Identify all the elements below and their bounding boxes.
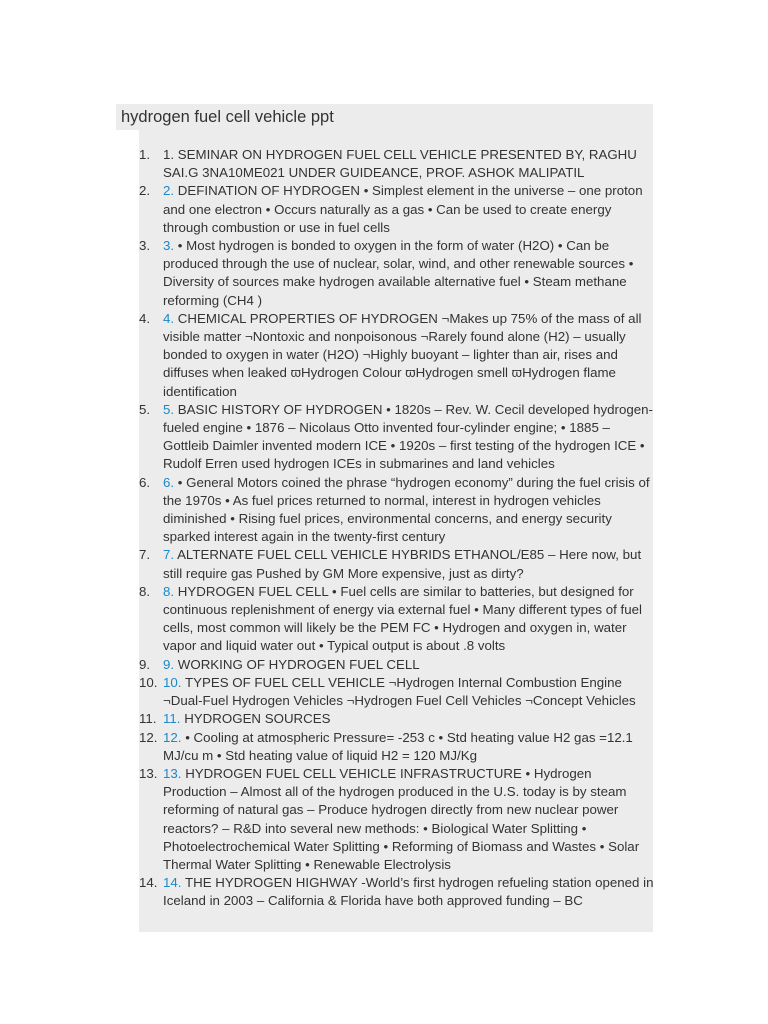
slide-item-number: 6. [139,474,151,490]
slide-item-text: • Most hydrogen is bonded to oxygen in the form of water (H2O) • Can be produced through the use of nuclear, solar, wind, and other renewable sources • Diversity of sources make hydrogen available alternative fuel • Steam methane reforming (CH4 ) [163,238,634,308]
slide-list-item [139,729,653,765]
slide-item-text: ALTERNATE FUEL CELL VEHICLE HYBRIDS ETHANOL/E85 – Here now, but still require gas Pushed by GM More expensive, just as dirty? [163,547,642,581]
slide-list-item [139,146,653,182]
slide-list-item [139,674,653,710]
slide-link[interactable]: 5. [163,401,175,417]
slide-item-text: TYPES OF FUEL CELL VEHICLE ¬Hydrogen Internal Combustion Engine ¬Dual-Fuel Hydrogen Vehicles ¬Hydrogen Fuel Cell Vehicles ¬Concept Vehicles [163,674,636,709]
slide-link[interactable]: 8. [163,583,175,599]
slide-item-number: 14. [139,875,158,891]
slide-item-number: 9. [139,656,151,672]
slide-item-text: • Cooling at atmospheric Pressure= -253 c • Std heating value H2 gas =12.1 MJ/cu m • Std heating value of liquid H2 = 120 MJ/Kg [163,729,633,763]
slide-item-text: WORKING OF HYDROGEN FUEL CELL [177,656,420,672]
slide-link[interactable]: 14. [163,875,182,891]
slide-link[interactable]: 9. [163,656,175,672]
slide-list-item [139,710,653,728]
slide-item-text: HYDROGEN SOURCES [184,711,331,727]
document-title-bar [116,104,653,130]
slide-list-item [139,765,653,874]
slide-item-text: 1. SEMINAR ON HYDROGEN FUEL CELL VEHICLE PRESENTED BY, RAGHU SAI.G 3NA10ME021 UNDER GUIDEANCE, PROF. ASHOK MALIPATIL [163,147,637,181]
slide-list-item [139,401,653,474]
slide-link[interactable]: 2. [163,183,175,199]
slide-link[interactable]: 3. [163,238,175,254]
slide-item-number: 11. [139,711,157,727]
slide-link[interactable]: 11. [163,711,181,727]
slide-list-item [139,583,653,656]
slide-link[interactable]: 6. [163,474,175,490]
slide-item-text: CHEMICAL PROPERTIES OF HYDROGEN ¬Makes up 75% of the mass of all visible matter ¬Nontoxic and nonpoisonous ¬Rarely found alone (H2) – usually bonded to oxygen in water (H2O) ¬Highly buoyant – lighter than air, rises and diffuses when leaked ϖHydrogen Colour ϖHydrogen smell ϖHydrogen flame identification [163,310,642,399]
slide-item-text: HYDROGEN FUEL CELL • Fuel cells are similar to batteries, but designed for continuous replenishment of energy via external fuel • Many different types of fuel cells, most common will likely be the PEM FC • Hydrogen and oxygen in, water vapor and liquid water out • Typical output is about .8 volts [163,583,642,654]
slide-list [139,146,653,911]
slide-item-text: THE HYDROGEN HIGHWAY -World’s first hydrogen refueling station opened in Iceland in 2003 – California & Florida have both approved funding – BC [163,875,653,909]
slide-link[interactable]: 10. [163,674,182,690]
slide-list-item [139,546,653,582]
slide-item-number: 4. [139,310,151,326]
slide-list-item [139,182,653,237]
slide-item-text: HYDROGEN FUEL CELL VEHICLE INFRASTRUCTURE • Hydrogen Production – Almost all of the hydrogen produced in the U.S. today is by steam reforming of natural gas – Produce hydrogen directly from new nuclear power reactors? – R&D into several new methods: • Biological Water Splitting • Photoelectrochemical Water Splitting • Reforming of Biomass and Wastes • Solar Thermal Water Splitting • Renewable Electrolysis [163,765,640,872]
slide-list-item [139,237,653,310]
slide-link[interactable]: 13. [163,765,182,781]
slide-link[interactable]: 7. [163,547,175,563]
slide-list-item [139,656,653,674]
slide-item-number: 7. [139,547,151,563]
slide-item-number: 12. [139,729,158,745]
slide-item-number: 8. [139,583,151,599]
slide-item-number: 5. [139,401,151,417]
document-title: hydrogen fuel cell vehicle ppt [121,108,334,126]
slide-item-number: 3. [139,238,151,254]
slide-item-number: 1. [139,147,151,162]
slide-item-number: 2. [139,183,151,199]
slide-item-text: BASIC HISTORY OF HYDROGEN • 1820s – Rev. W. Cecil developed hydrogen- fueled engine • 1876 – Nicolaus Otto invented four-cylinder engine; • 1885 – Gottleib Daimler invented modern ICE • 1920s – first testing of the hydrogen ICE • Rudolf Erren used hydrogen ICEs in submarines and land vehicles [163,401,653,472]
slide-list-item [139,310,653,401]
slide-item-text: DEFINATION OF HYDROGEN • Simplest element in the universe – one proton and one electron • Occurs naturally as a gas • Can be used to create energy through combustion or use in fuel cells [163,183,643,235]
slide-list-item [139,874,653,910]
slide-list-item [139,474,653,547]
slide-item-text: • General Motors coined the phrase “hydrogen economy” during the fuel crisis of the 1970s • As fuel prices returned to normal, interest in hydrogen vehicles diminished • Rising fuel prices, environmental concerns, and energy security sparked interest again in the twenty-first century [163,474,650,545]
slide-item-number: 13. [139,765,158,781]
slide-link[interactable]: 4. [163,310,175,326]
slide-list-panel [139,130,653,932]
slide-link[interactable]: 12. [163,729,182,745]
slide-item-number: 10. [139,674,158,690]
